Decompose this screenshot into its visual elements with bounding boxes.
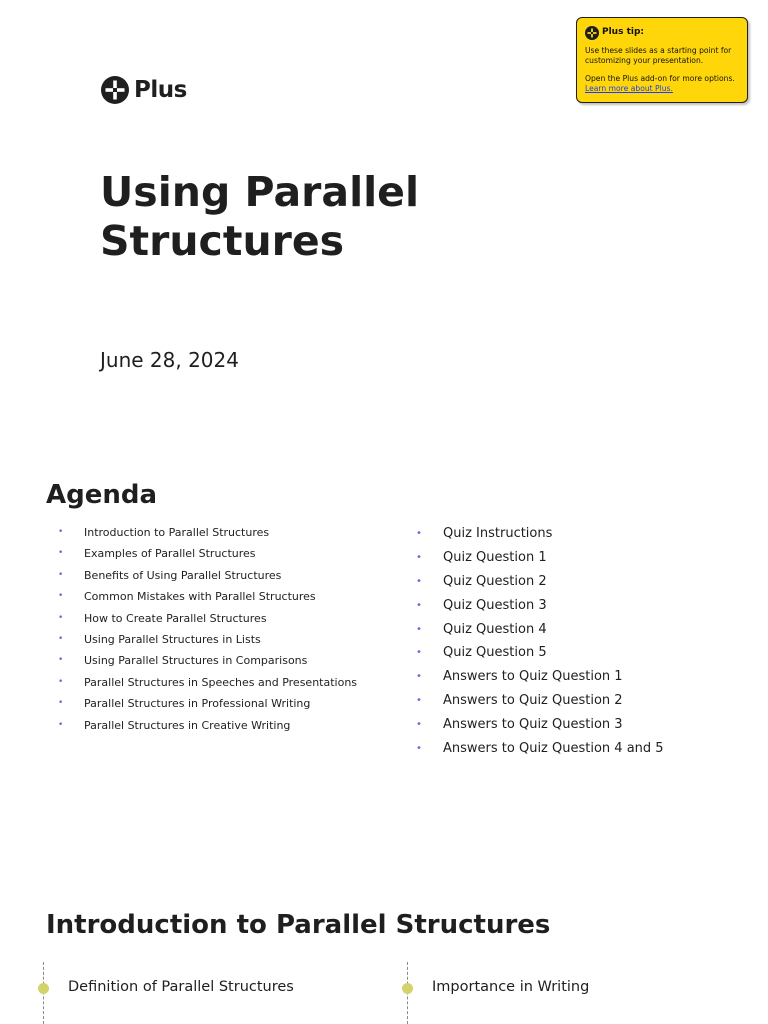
list-item bbox=[58, 546, 357, 567]
list-item bbox=[58, 675, 357, 696]
agenda-item-label: Parallel Structures in Speeches and Presentations bbox=[84, 675, 358, 689]
tip-header bbox=[585, 26, 740, 40]
plus-logo-icon bbox=[101, 76, 129, 104]
list-item bbox=[416, 716, 664, 740]
bullet-icon: • bbox=[416, 695, 422, 707]
presentation-title: Using Parallel Structures bbox=[100, 168, 420, 265]
bullet-icon: • bbox=[416, 551, 422, 563]
list-item bbox=[58, 568, 357, 589]
agenda-item-label: Answers to Quiz Question 3 bbox=[443, 717, 623, 733]
bullet-icon: • bbox=[58, 655, 64, 666]
list-item bbox=[58, 718, 357, 739]
bullet-icon: • bbox=[416, 599, 422, 611]
agenda-item-label: Parallel Structures in Creative Writing bbox=[84, 718, 291, 732]
brand-name: Plus bbox=[134, 77, 187, 103]
bullet-icon: • bbox=[416, 575, 422, 587]
bullet-icon: • bbox=[58, 527, 64, 537]
presentation-date: June 28, 2024 bbox=[100, 348, 239, 372]
agenda-item-label: Using Parallel Structures in Comparisons bbox=[84, 654, 308, 668]
timeline-item-label: Definition of Parallel Structures bbox=[68, 979, 294, 995]
tip-title: Plus tip: bbox=[602, 27, 645, 38]
list-item bbox=[416, 668, 664, 692]
list-item bbox=[58, 611, 357, 632]
brand-logo bbox=[101, 76, 187, 104]
agenda-item-label: Common Mistakes with Parallel Structures bbox=[84, 590, 316, 604]
agenda-item-label: Answers to Quiz Question 1 bbox=[443, 669, 623, 685]
agenda-item-label: Quiz Question 5 bbox=[443, 645, 547, 661]
agenda-list-left bbox=[58, 525, 357, 739]
bullet-icon: • bbox=[58, 548, 64, 559]
agenda-item-label: How to Create Parallel Structures bbox=[84, 611, 267, 625]
agenda-item-label: Quiz Question 1 bbox=[443, 549, 547, 565]
bullet-icon: • bbox=[58, 676, 64, 687]
timeline-dot-icon bbox=[38, 983, 49, 994]
bullet-icon: • bbox=[416, 647, 422, 659]
bullet-icon: • bbox=[58, 698, 64, 709]
list-item bbox=[58, 696, 357, 717]
bullet-icon: • bbox=[58, 633, 64, 644]
agenda-heading: Agenda bbox=[46, 480, 158, 510]
plus-tip-callout bbox=[576, 17, 748, 103]
learn-more-link[interactable]: Learn more about Plus. bbox=[585, 83, 673, 93]
bullet-icon: • bbox=[416, 671, 422, 683]
agenda-item-label: Quiz Question 3 bbox=[443, 597, 547, 613]
agenda-item-label: Quiz Question 4 bbox=[443, 621, 547, 637]
bullet-icon: • bbox=[416, 623, 422, 635]
list-item bbox=[58, 525, 357, 546]
agenda-item-label: Parallel Structures in Professional Writing bbox=[84, 697, 311, 711]
bullet-icon: • bbox=[58, 719, 64, 730]
list-item bbox=[416, 597, 664, 621]
agenda-list-right bbox=[416, 525, 664, 764]
bullet-icon: • bbox=[58, 612, 64, 623]
list-item bbox=[416, 573, 664, 597]
timeline-item-label: Importance in Writing bbox=[432, 979, 590, 995]
tip-text-2-prefix: Open the Plus add-on for more options. bbox=[585, 74, 735, 83]
agenda-item-label: Introduction to Parallel Structures bbox=[84, 526, 270, 539]
list-item bbox=[416, 692, 664, 716]
intro-heading: Introduction to Parallel Structures bbox=[46, 910, 551, 940]
plus-logo-icon bbox=[585, 26, 599, 40]
agenda-item-label: Answers to Quiz Question 2 bbox=[443, 693, 623, 709]
tip-text-1: Use these slides as a starting point for customizing your presentation. bbox=[585, 46, 732, 65]
list-item bbox=[416, 621, 664, 645]
agenda-item-label: Benefits of Using Parallel Structures bbox=[84, 568, 282, 582]
list-item bbox=[58, 589, 357, 610]
list-item bbox=[416, 644, 664, 668]
tip-text-2 bbox=[585, 74, 740, 93]
bullet-icon: • bbox=[58, 569, 64, 580]
list-item bbox=[416, 525, 664, 549]
list-item bbox=[58, 653, 357, 674]
agenda-item-label: Quiz Instructions bbox=[443, 526, 553, 541]
bullet-icon: • bbox=[416, 528, 422, 539]
bullet-icon: • bbox=[58, 591, 64, 602]
bullet-icon: • bbox=[416, 743, 422, 755]
agenda-item-label: Examples of Parallel Structures bbox=[84, 547, 256, 561]
bullet-icon: • bbox=[416, 719, 422, 731]
agenda-item-label: Using Parallel Structures in Lists bbox=[84, 632, 261, 646]
list-item bbox=[416, 740, 664, 764]
list-item bbox=[416, 549, 664, 573]
agenda-item-label: Quiz Question 2 bbox=[443, 573, 547, 589]
list-item bbox=[58, 632, 357, 653]
timeline-dot-icon bbox=[402, 983, 413, 994]
agenda-item-label: Answers to Quiz Question 4 and 5 bbox=[443, 741, 664, 757]
